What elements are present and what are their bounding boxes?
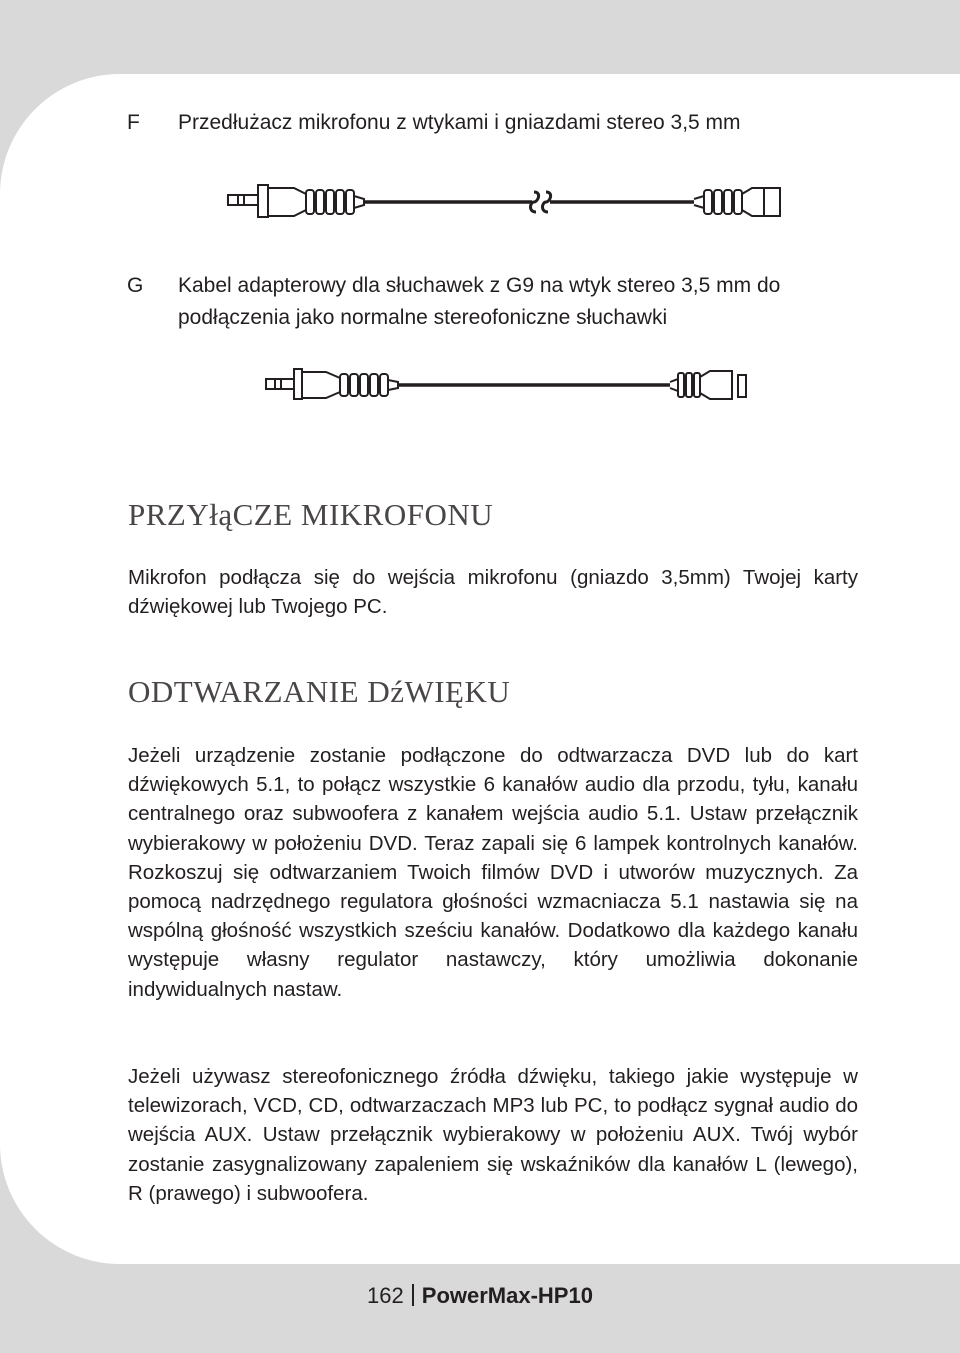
section-paragraph: Jeżeli używasz stereofonicznego źródła dźwięku, takiego jakie występuje w telewizorach, VCD, CD, odtwarzaczach MP3 lub PC, to podłącz sygnał audio do wejścia AUX. Ustaw przełącznik wybierakowy w położeniu AUX. Twój wybór zostanie zasygnalizowany zapaleniem się wskaźników dla kanałów L (lewego), R (prawego) i subwoofera. (128, 1065, 858, 1205)
section-paragraph: Jeżeli urządzenie zostanie podłączone do odtwarzacza DVD lub do kart dźwiękowych 5.1, to połącz wszystkie 6 kanałów audio dla przodu, tyłu, kanału centralnego oraz subwoofera z kanałem wejścia audio 5.1. Ustaw przełącznik wybierakowy w położeniu DVD. Teraz zapali się 6 lampek kontrolnych kanałów. Rozkoszuj się odtwarzaniem Twoich filmów DVD i utworów muzycznych. Za pomocą nadrzędnego regulatora głośności wzmacniacza 5.1 nastawia się na wspólną głośność wszystkich sześciu kanałów. Dodatkowo dla każdego kanału występuje własny regulator nastawczy, który umożliwia dokonanie indywidualnych nastaw. (128, 744, 858, 1001)
section-heading: PRZYłąCZE MIKROFONU (128, 497, 494, 532)
microphone-extension-cable-icon (224, 180, 784, 225)
section-heading: ODTWARZANIE DźWIĘKU (128, 674, 511, 709)
page-number: 162 (367, 1283, 404, 1308)
item-letter: G (127, 274, 144, 297)
product-name: PowerMax-HP10 (421, 1283, 593, 1308)
page-footer (0, 1283, 960, 1309)
item-text: Kabel adapterowy dla słuchawek z G9 na wtyk stereo 3,5 mm do podłączenia jako normalne stereofoniczne słuchawki (178, 274, 781, 329)
headphone-adapter-cable-icon (262, 365, 762, 407)
item-text: Przedłużacz mikrofonu z wtykami i gniazdami stereo 3,5 mm (178, 111, 741, 134)
footer-separator (412, 1284, 414, 1306)
section-paragraph: Mikrofon podłącza się do wejścia mikrofonu (gniazdo 3,5mm) Twojej karty dźwiękowej lub Twojego PC. (128, 566, 858, 619)
item-letter: F (127, 111, 140, 134)
